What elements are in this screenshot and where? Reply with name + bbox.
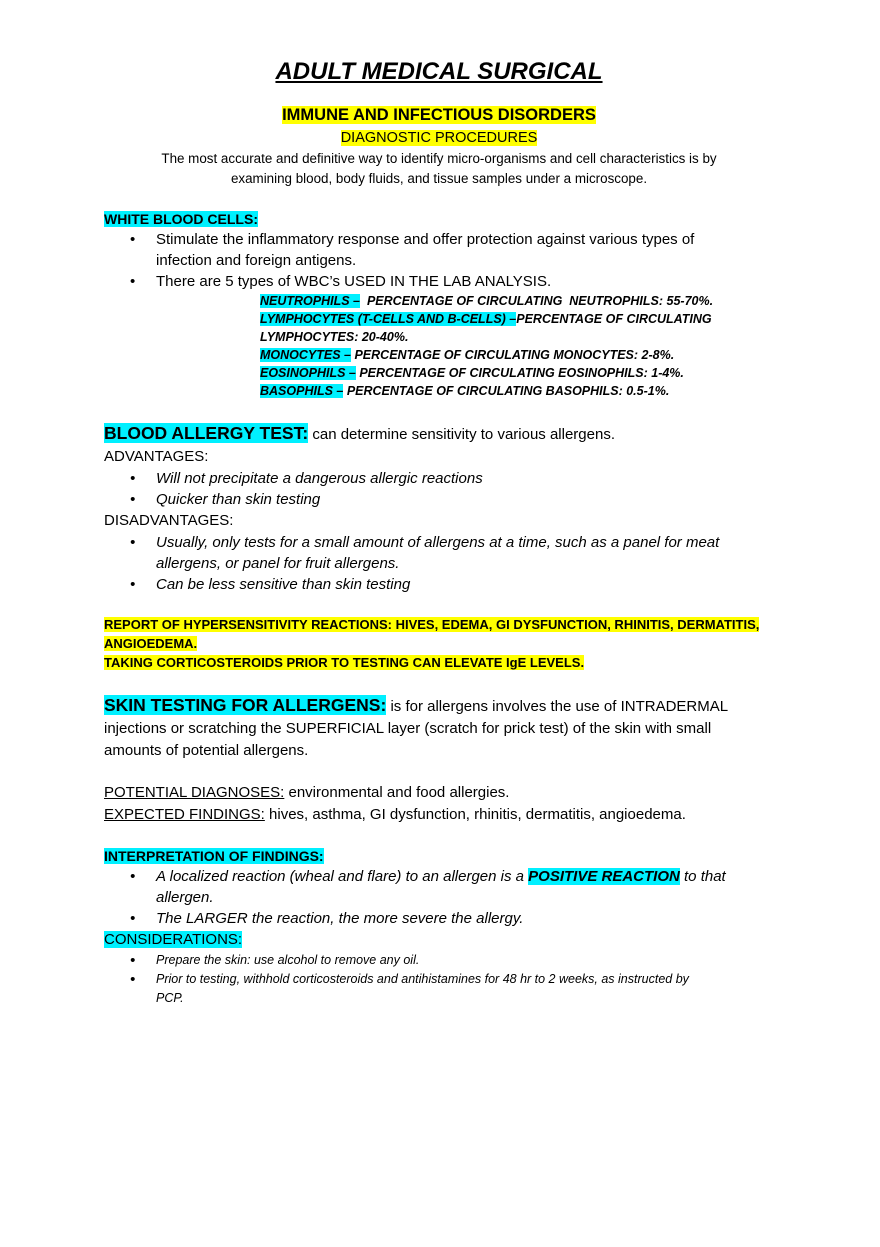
list-item-line: Usually, only tests for a small amount of allergens at a time, such as a panel for meat bbox=[156, 534, 720, 551]
wbc-type-name: LYMPHOCYTES (T-CELLS AND B-CELLS) – bbox=[260, 312, 517, 326]
wbc-type-name: EOSINOPHILS – bbox=[260, 366, 356, 380]
wbc-type-basophils bbox=[260, 382, 774, 400]
report-block bbox=[104, 615, 774, 672]
wbc-type-neutrophils bbox=[260, 292, 774, 310]
disadvantages-label: DISADVANTAGES: bbox=[104, 512, 234, 529]
list-item-line: PCP. bbox=[156, 991, 184, 1005]
report-line: TAKING CORTICOSTEROIDS PRIOR TO TESTING CAN ELEVATE IgE LEVELS. bbox=[104, 655, 585, 670]
list-item: • Can be less sensitive than skin testing bbox=[156, 574, 774, 595]
advantages-list bbox=[104, 468, 774, 510]
considerations-list bbox=[104, 951, 774, 1008]
findings-label: EXPECTED FINDINGS: bbox=[104, 806, 265, 823]
report-line: REPORT OF HYPERSENSITIVITY REACTIONS: HIVES, EDEMA, GI DYSFUNCTION, RHINITIS, DERMATITIS, bbox=[104, 617, 760, 632]
wbc-heading bbox=[104, 209, 774, 229]
list-item bbox=[156, 532, 774, 574]
page-title: ADULT MEDICAL SURGICAL bbox=[275, 58, 603, 85]
wbc-type-name: BASOPHILS – bbox=[260, 384, 344, 398]
report-line: ANGIOEDEMA. bbox=[104, 636, 198, 651]
list-item: • The LARGER the reaction, the more severe the allergy. bbox=[156, 908, 774, 929]
list-item bbox=[156, 970, 774, 1008]
section-subtitle bbox=[104, 129, 774, 147]
list-item-line: infection and foreign antigens. bbox=[156, 252, 357, 269]
list-item-line: allergen. bbox=[156, 889, 214, 906]
wbc-type-desc: LYMPHOCYTES: 20-40%. bbox=[260, 330, 409, 344]
wbc-type-eosinophils bbox=[260, 364, 774, 382]
skin-testing-heading: SKIN TESTING FOR ALLERGENS: bbox=[104, 695, 387, 715]
skin-testing-text: is for allergens involves the use of INTRADERMAL bbox=[386, 698, 729, 715]
wbc-type-name: NEUTROPHILS – bbox=[260, 294, 361, 308]
wbc-type-desc: PERCENTAGE OF CIRCULATING bbox=[516, 312, 712, 326]
intro-line: The most accurate and definitive way to identify micro-organisms and cell characteristics is by bbox=[161, 151, 717, 166]
wbc-type-desc: PERCENTAGE OF CIRCULATING BASOPHILS: 0.5-1%. bbox=[343, 384, 670, 398]
blood-allergy-heading-text: BLOOD ALLERGY TEST: bbox=[104, 423, 309, 443]
intro-line: examining blood, body fluids, and tissue samples under a microscope. bbox=[230, 171, 648, 186]
wbc-type-monocytes bbox=[260, 346, 774, 364]
blood-allergy-heading bbox=[104, 422, 774, 446]
list-item: • Quicker than skin testing bbox=[156, 489, 774, 510]
list-item-line: Prior to testing, withhold corticosteroids and antihistamines for 48 hr to 2 weeks, as instructed by bbox=[156, 972, 689, 986]
wbc-type-desc: PERCENTAGE OF CIRCULATING EOSINOPHILS: 1-4%. bbox=[355, 366, 684, 380]
wbc-type-name: MONOCYTES – bbox=[260, 348, 351, 362]
expected-findings bbox=[104, 804, 774, 826]
list-item bbox=[156, 866, 774, 908]
considerations-label bbox=[104, 929, 774, 951]
section-subtitle-text: DIAGNOSTIC PROCEDURES bbox=[340, 130, 538, 146]
diagnoses-label: POTENTIAL DIAGNOSES: bbox=[104, 784, 285, 801]
page-content bbox=[104, 56, 774, 1008]
list-item-text: to that bbox=[679, 868, 726, 885]
blood-allergy-desc: can determine sensitivity to various allergens. bbox=[308, 426, 615, 443]
positive-reaction-highlight: POSITIVE REACTION bbox=[528, 868, 680, 885]
list-item: • Prepare the skin: use alcohol to remove any oil. bbox=[156, 951, 774, 970]
interpretation-heading-text: INTERPRETATION OF FINDINGS: bbox=[104, 848, 324, 864]
interpretation-list bbox=[104, 866, 774, 929]
advantages-label: ADVANTAGES: bbox=[104, 448, 209, 465]
wbc-type-lymphocytes bbox=[260, 310, 774, 346]
wbc-list bbox=[104, 229, 774, 292]
intro-paragraph bbox=[84, 149, 794, 189]
skin-testing-text: amounts of potential allergens. bbox=[104, 742, 309, 759]
considerations-label-text: CONSIDERATIONS: bbox=[104, 931, 243, 948]
findings-text: hives, asthma, GI dysfunction, rhinitis, dermatitis, angioedema. bbox=[264, 806, 686, 823]
list-item: • There are 5 types of WBC’s USED IN THE LAB ANALYSIS. bbox=[156, 271, 774, 292]
list-item bbox=[156, 229, 774, 271]
section-title-text: IMMUNE AND INFECTIOUS DISORDERS bbox=[282, 106, 596, 124]
wbc-heading-text: WHITE BLOOD CELLS: bbox=[104, 211, 258, 227]
potential-diagnoses bbox=[104, 782, 774, 804]
wbc-types bbox=[260, 292, 774, 400]
diagnoses-text: environmental and food allergies. bbox=[284, 784, 510, 801]
considerations-block bbox=[104, 951, 774, 1008]
section-title bbox=[104, 104, 774, 126]
list-item-line: Stimulate the inflammatory response and offer protection against various types of bbox=[156, 231, 695, 248]
wbc-type-desc: PERCENTAGE OF CIRCULATING MONOCYTES: 2-8%. bbox=[351, 348, 675, 362]
skin-testing-paragraph bbox=[104, 694, 774, 762]
disadvantages-list bbox=[104, 532, 774, 595]
list-item-line: allergens, or panel for fruit allergens. bbox=[156, 555, 400, 572]
list-item-text: A localized reaction (wheal and flare) to an allergen is a bbox=[156, 868, 529, 885]
wbc-type-desc: PERCENTAGE OF CIRCULATING NEUTROPHILS: 55-70%. bbox=[360, 294, 714, 308]
skin-testing-text: injections or scratching the SUPERFICIAL layer (scratch for prick test) of the skin with small bbox=[104, 720, 712, 737]
list-item: • Will not precipitate a dangerous allergic reactions bbox=[156, 468, 774, 489]
interpretation-heading bbox=[104, 846, 774, 866]
